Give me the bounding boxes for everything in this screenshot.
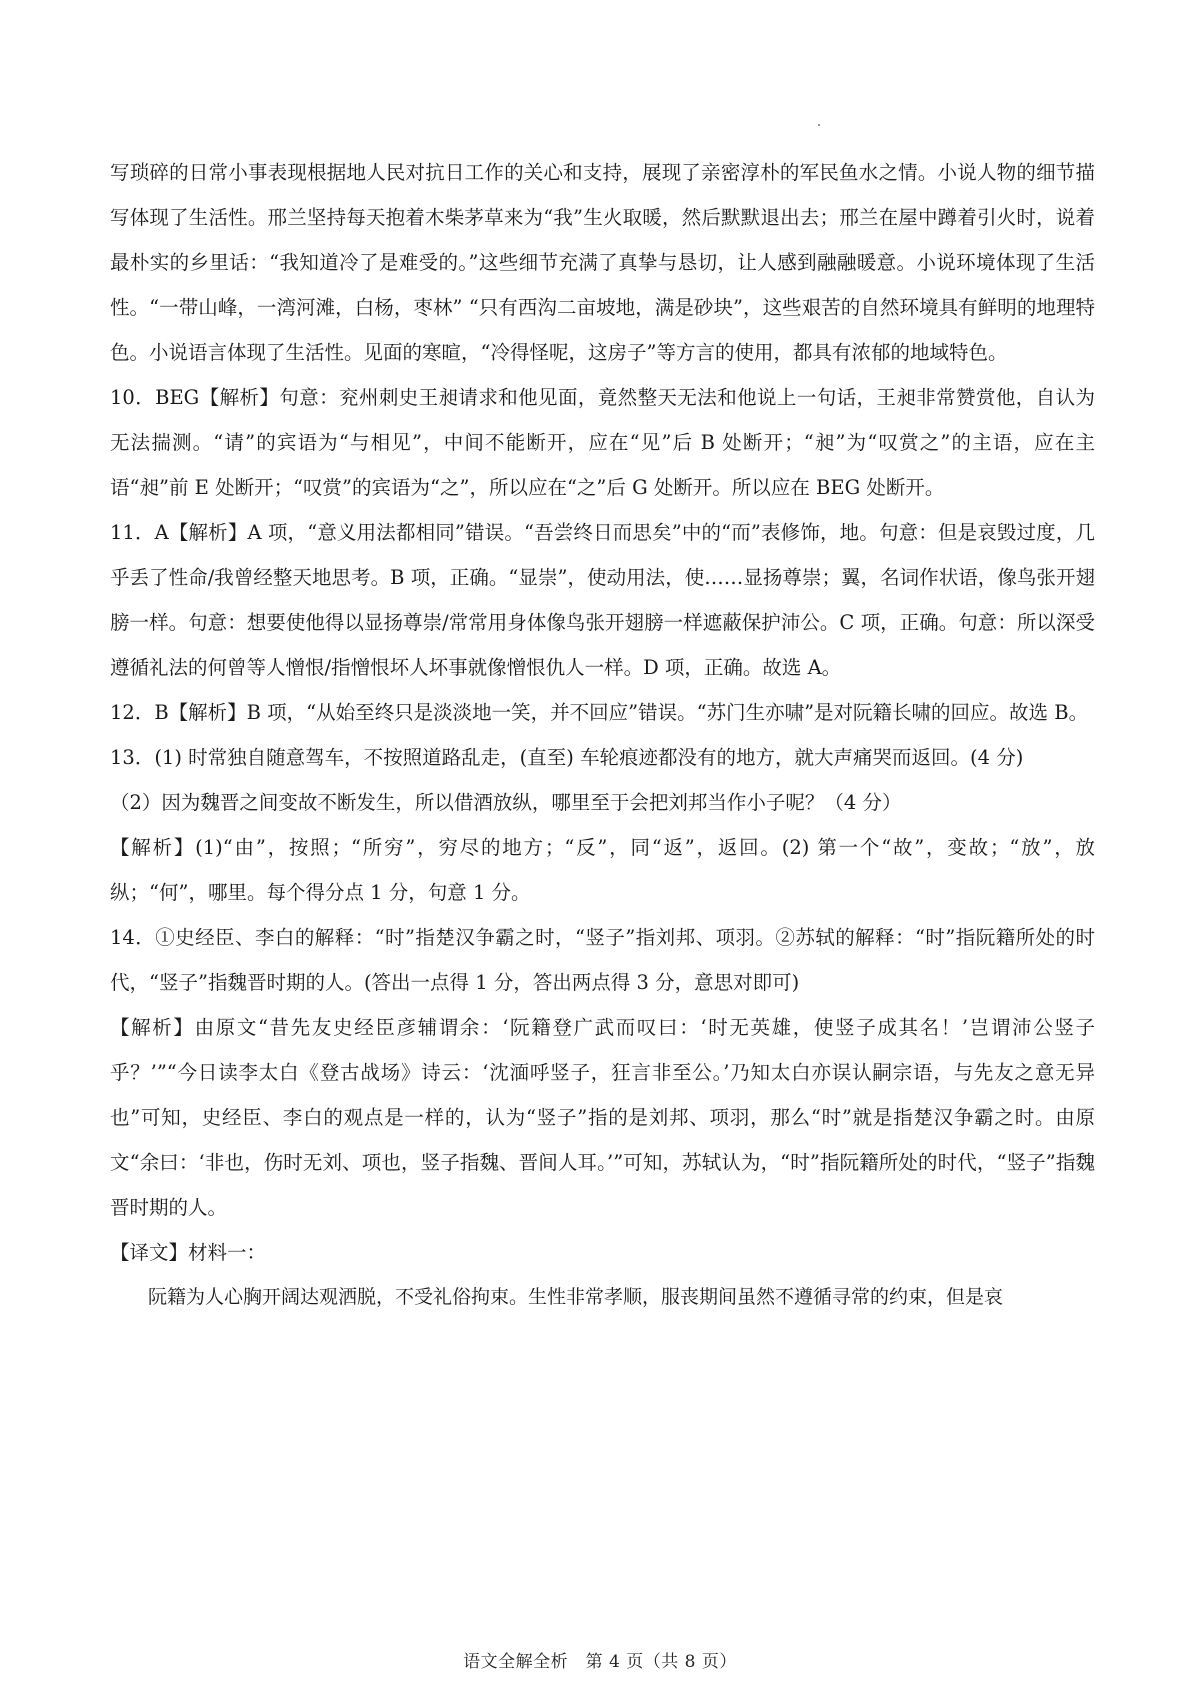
paragraph-q11: 11．A【解析】A 项，“意义用法都相同”错误。“吾尝终日而思矣”中的“而”表修饰，地。句意：但是哀毁过度，几乎丢了性命/我曾经整天地思考。B 项，正确。“显崇”，使动用法，使……显扬尊崇；翼，名词作状语，像鸟张开翅膀一样。句意：想要使他得以显扬尊崇/常常用身体像鸟张开翅膀一样遮蔽保护沛公。C 项，正确。句意：所以深受遵循礼法的何曾等人憎恨/指憎恨坏人坏事就像憎恨仇人一样。D 项，正确。故选 A。 [110, 521, 1095, 679]
paragraph-q13-part2: （2）因为魏晋之间变故不断发生，所以借酒放纵，哪里至于会把刘邦当作小子呢？（4 分） [110, 791, 902, 814]
paragraph-q14-analysis: 【解析】由原文“昔先友史经臣彦辅谓余：‘阮籍登广武而叹曰：‘时无英雄，使竖子成其名！’岂谓沛公竖子乎？’”“今日读李太白《登古战场》诗云：‘沈湎呼竖子，狂言非至公。’乃知太白亦误认嗣宗语，与先友之意无异也”可知，史经臣、李白的观点是一样的，认为“竖子”指的是刘邦、项羽，那么“时”就是指楚汉争霸之时。由原文“余曰：‘非也，伤时无刘、项也，竖子指魏、晋间人耳。’”可知，苏轼认为，“时”指阮籍所处的时代，“竖子”指魏晋时期的人。 [110, 1016, 1095, 1219]
paragraph-translation-heading: 【译文】材料一： [110, 1241, 267, 1264]
paragraph-q14: 14．①史经臣、李白的解释：“时”指楚汉争霸之时，“竖子”指刘邦、项羽。②苏轼的解释：“时”指阮籍所处的时代，“竖子”指魏晋时期的人。(答出一点得 1 分，答出两点得 3 分，意思对即可) [110, 926, 1095, 994]
scan-dot [818, 124, 820, 126]
paragraph-translation-text: 阮籍为人心胸开阔达观洒脱，不受礼俗拘束。生性非常孝顺，服丧期间虽然不遵循寻常的约束，但是哀 [148, 1286, 1004, 1308]
paragraph-q13-analysis: 【解析】(1)“由”，按照；“所穷”，穷尽的地方；“反”，同“返”，返回。(2) 第一个“故”，变故；“放”，放纵；“何”，哪里。每个得分点 1 分，句意 1 分。 [110, 836, 1095, 904]
paragraph-q9-continued: 写琐碎的日常小事表现根据地人民对抗日工作的关心和支持，展现了亲密淳朴的军民鱼水之情。小说人物的细节描写体现了生活性。邢兰坚持每天抱着木柴茅草来为“我”生火取暖，然后默默退出去；邢兰在屋中蹲着引火时，说着最朴实的乡里话：“我知道冷了是难受的。”这些细节充满了真挚与恳切，让人感到融融暖意。小说环境体现了生活性。“一带山峰，一湾河滩，白杨，枣林” “只有西沟二亩坡地，满是砂块”，这些艰苦的自然环境具有鲜明的地理特色。小说语言体现了生活性。见面的寒暄，“冷得怪呢，这房子”等方言的使用，都具有浓郁的地域特色。 [110, 161, 1095, 364]
paragraph-q12: 12．B【解析】B 项，“从始至终只是淡淡地一笑，并不回应”错误。“苏门生亦啸”是对阮籍长啸的回应。故选 B。 [110, 701, 1089, 724]
answer-analysis-body [110, 150, 1095, 1320]
paragraph-q13-part1: 13．(1) 时常独自随意驾车，不按照道路乱走，(直至) 车轮痕迹都没有的地方，就大声痛哭而返回。(4 分) [110, 746, 1024, 769]
page-footer: 语文全解全析 第 4 页（共 8 页） [463, 1652, 737, 1672]
paragraph-q10: 10．BEG【解析】句意：兖州刺史王昶请求和他见面，竟然整天无法和他说上一句话，王昶非常赞赏他，自认为无法揣测。“请”的宾语为“与相见”，中间不能断开，应在“见”后 B 处断开；“昶”为“叹赏之”的主语，应在主语“昶”前 E 处断开；“叹赏”的宾语为“之”，所以应在“之”后 G 处断开。所以应在 BEG 处断开。 [110, 386, 1095, 499]
